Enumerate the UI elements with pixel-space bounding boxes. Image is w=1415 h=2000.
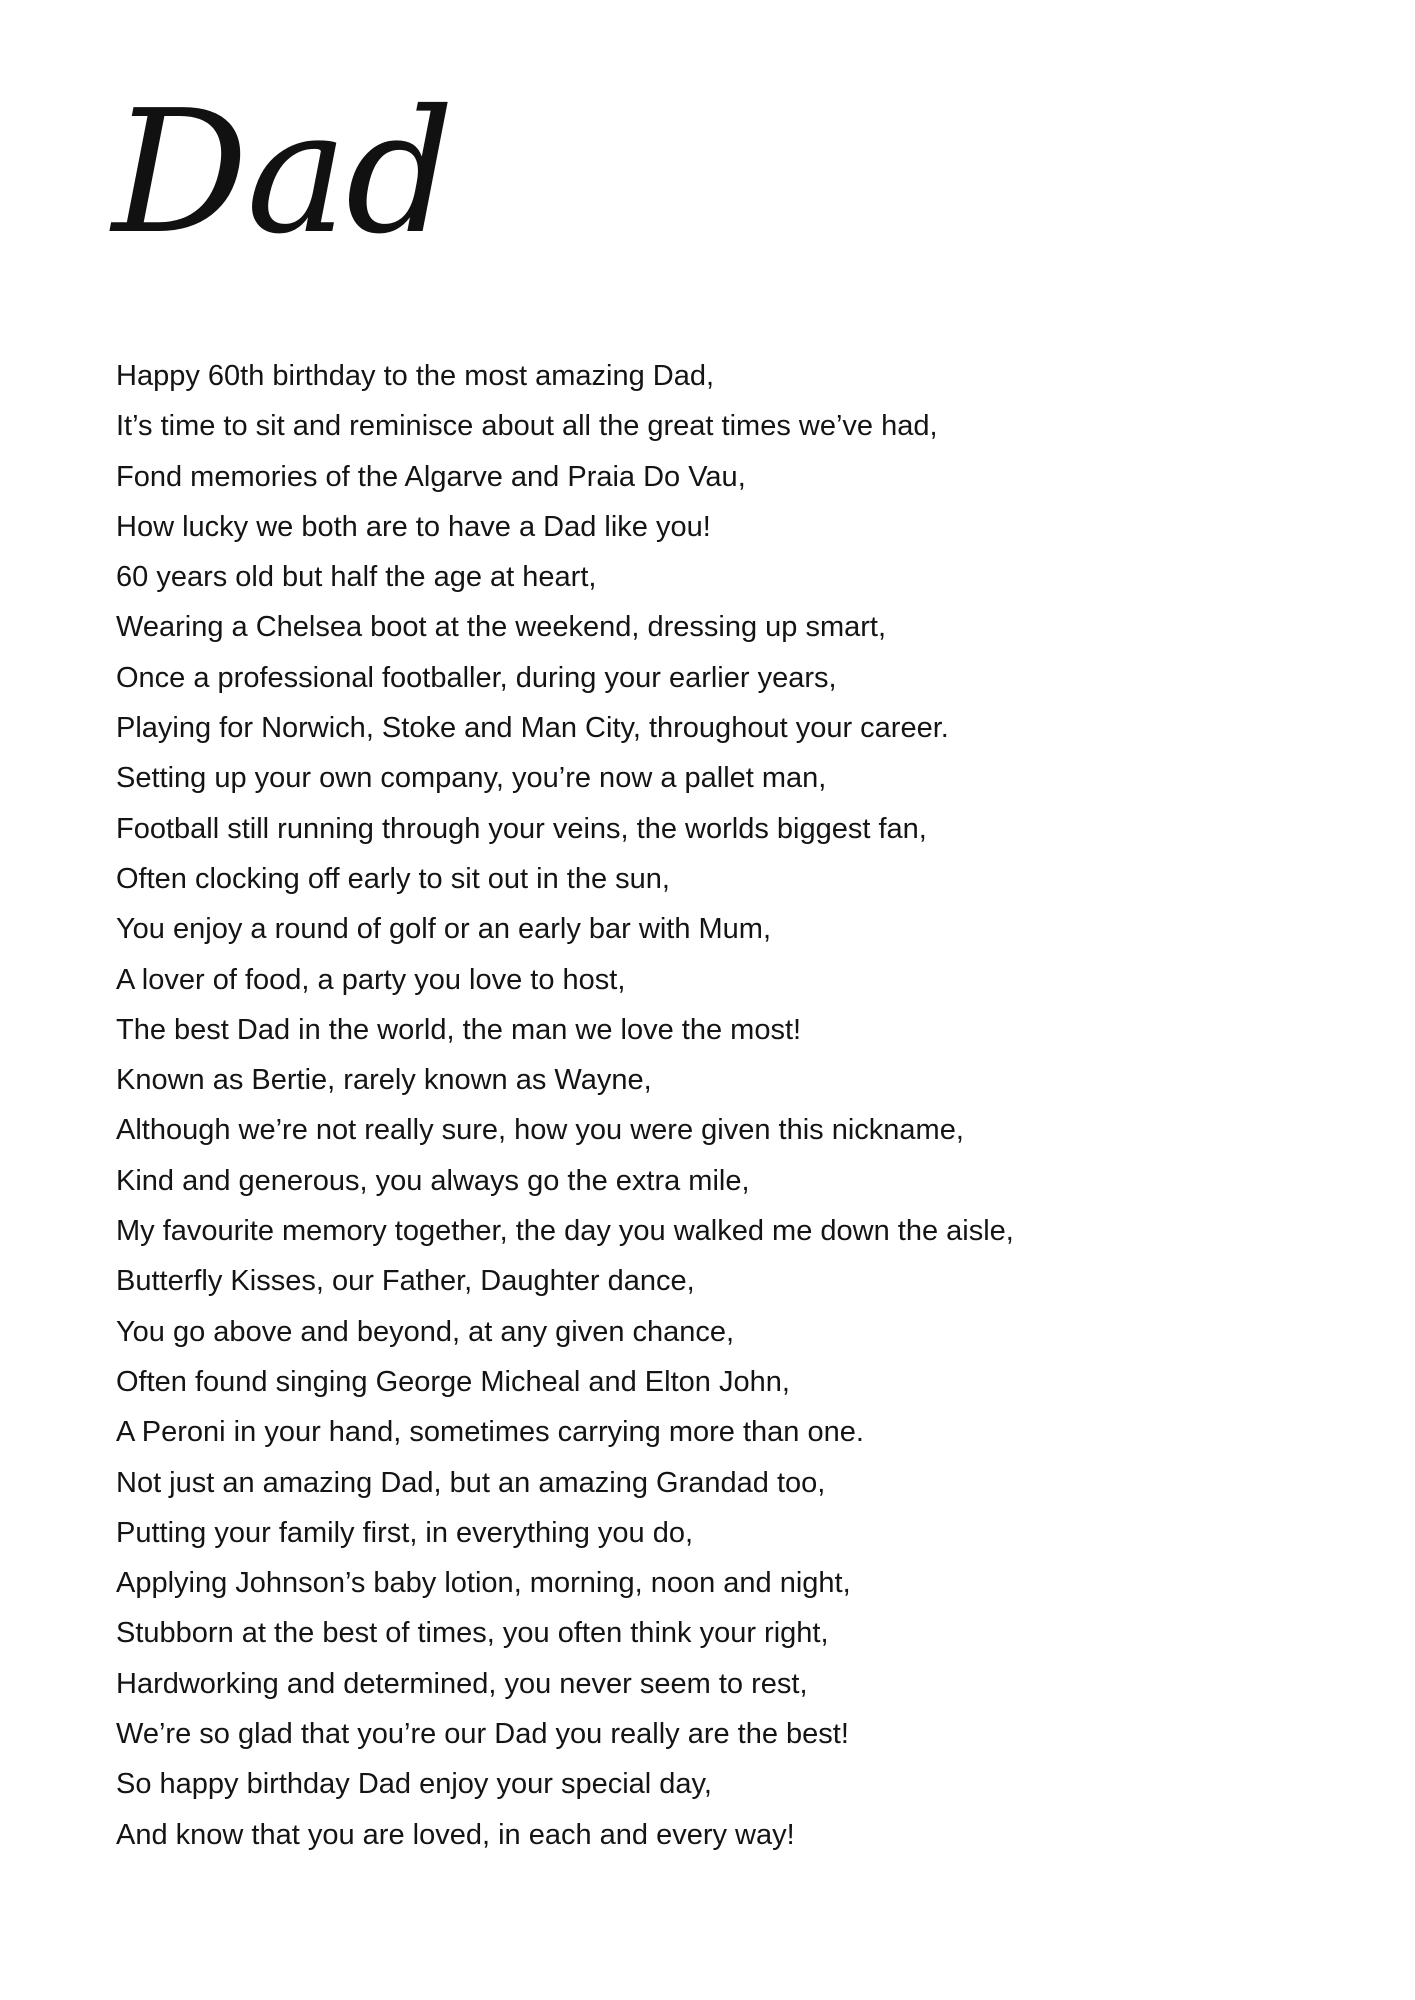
poem-line: Playing for Norwich, Stoke and Man City, throughout your career. [116,712,949,745]
poem-line: And know that you are loved, in each and every way! [116,1818,795,1851]
poem-line: My favourite memory together, the day you walked me down the aisle, [116,1215,1014,1248]
poem-line: Wearing a Chelsea boot at the weekend, dressing up smart, [116,611,887,644]
poem-line: A Peroni in your hand, sometimes carrying more than one. [116,1416,864,1449]
poem-line: Setting up your own company, you’re now a pallet man, [116,762,827,795]
poem-line: 60 years old but half the age at heart, [116,561,597,594]
poem-line: Putting your family first, in everything you do, [116,1516,694,1549]
poem-line: Although we’re not really sure, how you were given this nickname, [116,1114,964,1147]
poem-line: Kind and generous, you always go the extra mile, [116,1164,750,1197]
poem-title: Dad [112,74,453,272]
poem-line: Hardworking and determined, you never seem to rest, [116,1667,808,1700]
poem-line: Stubborn at the best of times, you often think your right, [116,1617,829,1650]
poem-line: Known as Bertie, rarely known as Wayne, [116,1064,652,1097]
poem-line: How lucky we both are to have a Dad like you! [116,510,711,543]
poem-line: The best Dad in the world, the man we love the most! [116,1013,802,1046]
poem-line: So happy birthday Dad enjoy your special day, [116,1768,712,1801]
poem-line: A lover of food, a party you love to host, [116,963,626,996]
poem-line: Applying Johnson’s baby lotion, morning, noon and night, [116,1567,851,1600]
poem-body [116,351,1316,1860]
poem-line: Often found singing George Micheal and Elton John, [116,1365,790,1398]
poem-line: Not just an amazing Dad, but an amazing Grandad too, [116,1466,826,1499]
poem-line: Happy 60th birthday to the most amazing Dad, [116,360,715,392]
poem-line: We’re so glad that you’re our Dad you really are the best! [116,1718,849,1751]
poem-line: Butterfly Kisses, our Father, Daughter dance, [116,1265,695,1298]
poem-line: You enjoy a round of golf or an early bar with Mum, [116,913,772,946]
poem-line: You go above and beyond, at any given chance, [116,1315,735,1348]
poem-line: Football still running through your veins, the worlds biggest fan, [116,812,927,845]
poem-line: Once a professional footballer, during your earlier years, [116,661,837,694]
poem-line: It’s time to sit and reminisce about all the great times we’ve had, [116,410,938,443]
poem-line: Fond memories of the Algarve and Praia Do Vau, [116,460,746,493]
poem-line: Often clocking off early to sit out in the sun, [116,862,670,895]
